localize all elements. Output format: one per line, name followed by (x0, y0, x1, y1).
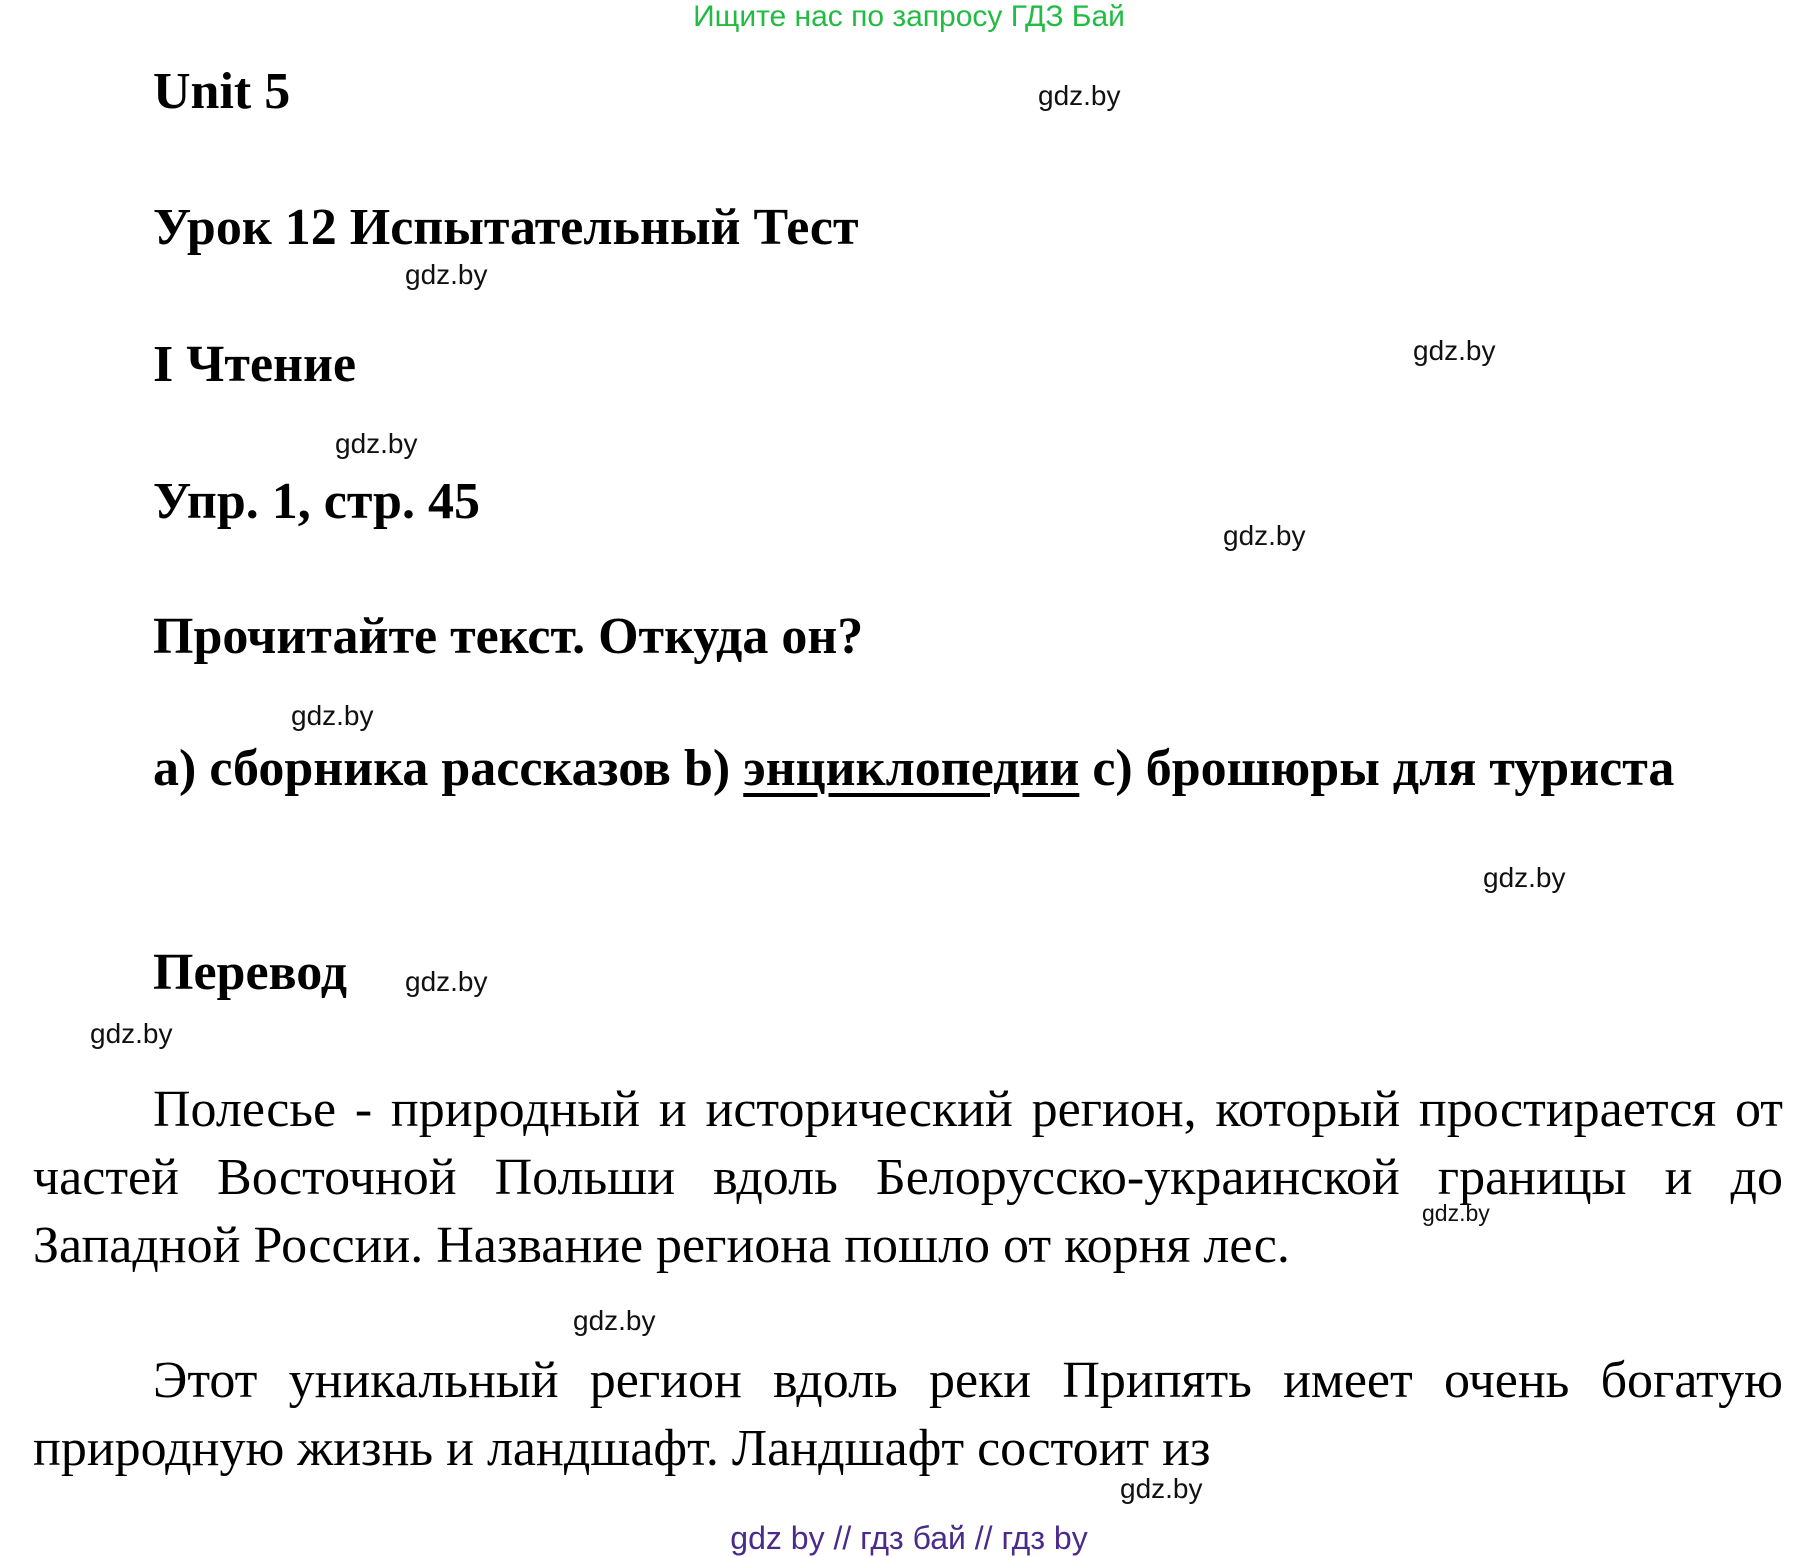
paragraph-2: Этот уникальный регион вдоль реки Припять имеет очень богатую природную жизнь и ландшафт. Ландшафт состоит из (33, 1352, 1783, 1477)
watermark: gdz.by (405, 259, 488, 290)
option-b-label: b) (684, 740, 731, 797)
option-b-answer: энциклопедии (743, 740, 1080, 797)
unit-title: Unit 5 (153, 63, 291, 120)
lesson-title: Урок 12 Испытательный Тест (153, 199, 859, 256)
task-instruction: Прочитайте текст. Откуда он? (153, 608, 864, 665)
watermark: gdz.by (1038, 80, 1121, 111)
footer-watermark: gdz by // гдз бай // гдз by (730, 1520, 1088, 1556)
search-banner: Ищите нас по запросу ГДЗ Бай (693, 0, 1125, 33)
option-c: c) брошюры для туриста (1092, 740, 1675, 797)
option-a: a) сборника рассказов (153, 740, 671, 797)
translation-title: Перевод (153, 944, 348, 1001)
exercise-title: Упр. 1, стр. 45 (153, 473, 480, 530)
watermark: gdz.by (1422, 1200, 1490, 1226)
watermark: gdz.by (1483, 862, 1566, 893)
paragraph-1: Полесье - природный и исторический регион, который простирается от частей Восточной Польши вдоль Белорусско-украинской границы и до Западной России. Название региона пошло от корня лес. (33, 1081, 1783, 1274)
watermark: gdz.by (1413, 335, 1496, 366)
watermark: gdz.by (90, 1018, 173, 1049)
watermark: gdz.by (1223, 520, 1306, 551)
watermark: gdz.by (405, 966, 488, 997)
watermark: gdz.by (335, 428, 418, 459)
section-title: I Чтение (153, 336, 357, 393)
watermark: gdz.by (291, 700, 374, 731)
answer-options (33, 736, 1783, 802)
watermark: gdz.by (573, 1305, 656, 1336)
watermark: gdz.by (1120, 1473, 1203, 1504)
